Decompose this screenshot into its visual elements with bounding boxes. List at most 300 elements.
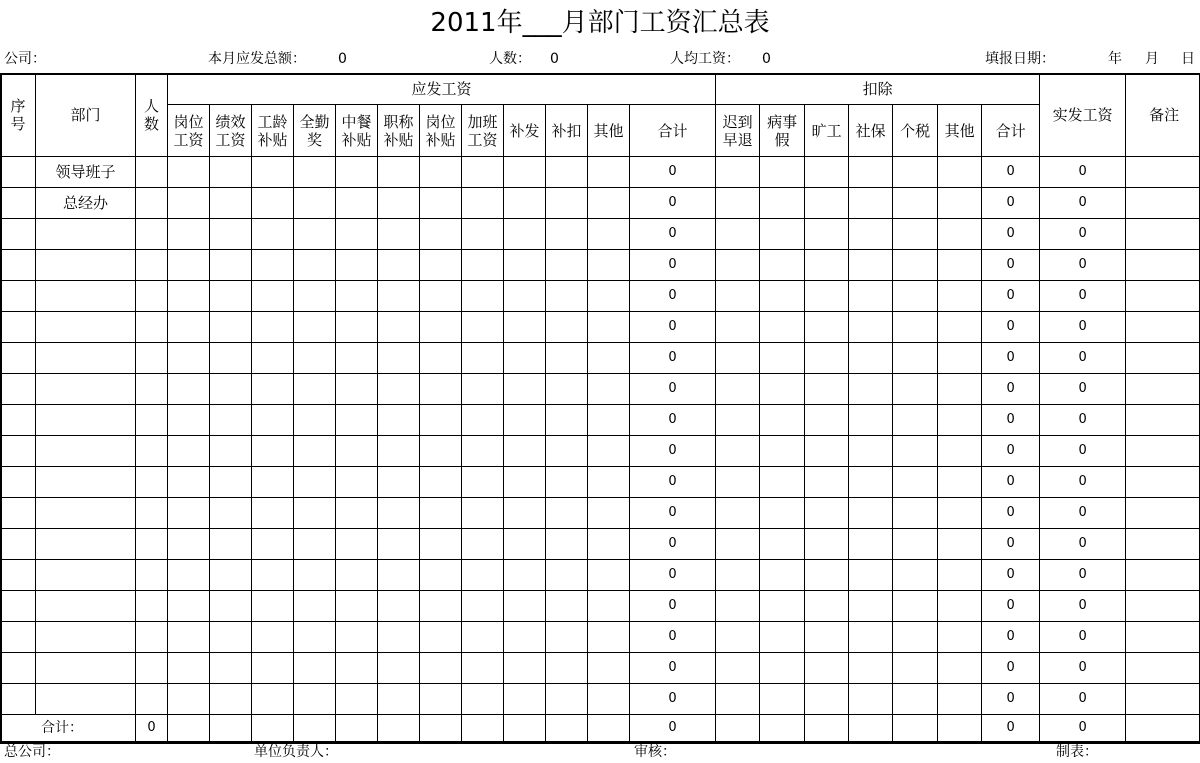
deduct-cell bbox=[893, 281, 938, 312]
net-pay-cell: 0 bbox=[1040, 250, 1126, 281]
seq-cell bbox=[1, 436, 36, 467]
deduct-cell bbox=[938, 343, 982, 374]
net-pay-cell: 0 bbox=[1040, 653, 1126, 684]
deduct-total-cell: 0 bbox=[982, 591, 1040, 622]
net-pay-cell: 0 bbox=[1040, 157, 1126, 188]
payable-cell bbox=[546, 374, 588, 405]
header-payable-col: 其他 bbox=[588, 105, 630, 157]
header-payable-col: 职称 补贴 bbox=[378, 105, 420, 157]
payable-cell bbox=[210, 622, 252, 653]
deduct-cell bbox=[849, 560, 893, 591]
payable-cell bbox=[252, 715, 294, 742]
deduct-cell bbox=[938, 591, 982, 622]
payable-cell bbox=[378, 560, 420, 591]
payable-cell bbox=[168, 591, 210, 622]
total-net-pay: 0 bbox=[1040, 715, 1126, 742]
payable-cell bbox=[588, 560, 630, 591]
deduct-cell bbox=[893, 622, 938, 653]
payable-cell bbox=[336, 653, 378, 684]
deduct-cell bbox=[805, 374, 849, 405]
payable-cell bbox=[378, 622, 420, 653]
deduct-total-cell: 0 bbox=[982, 467, 1040, 498]
remark-cell bbox=[1126, 591, 1200, 622]
table-row bbox=[1, 374, 1200, 405]
payable-cell bbox=[546, 312, 588, 343]
net-pay-cell: 0 bbox=[1040, 622, 1126, 653]
payable-cell bbox=[588, 467, 630, 498]
payable-cell bbox=[252, 498, 294, 529]
header-payable-col: 岗位 补贴 bbox=[420, 105, 462, 157]
deduct-total-cell: 0 bbox=[982, 281, 1040, 312]
payable-cell bbox=[462, 560, 504, 591]
payable-cell bbox=[294, 157, 336, 188]
table-row bbox=[1, 405, 1200, 436]
payable-total-cell: 0 bbox=[630, 467, 716, 498]
review-label: 审核： bbox=[634, 744, 676, 760]
prepared-by-label: 制表： bbox=[1056, 744, 1098, 760]
payable-cell bbox=[378, 498, 420, 529]
remark-cell bbox=[1126, 529, 1200, 560]
deduct-cell bbox=[849, 374, 893, 405]
payable-cell bbox=[378, 436, 420, 467]
payable-cell bbox=[378, 188, 420, 219]
payable-cell bbox=[294, 467, 336, 498]
payable-cell bbox=[420, 529, 462, 560]
people-cell bbox=[136, 622, 168, 653]
payable-cell bbox=[378, 281, 420, 312]
payable-cell bbox=[378, 684, 420, 715]
payable-cell bbox=[336, 374, 378, 405]
deduct-cell bbox=[716, 188, 760, 219]
payable-cell bbox=[294, 188, 336, 219]
header-net-pay: 实发工资 bbox=[1040, 74, 1126, 157]
footer-bar bbox=[0, 742, 1200, 763]
payable-cell bbox=[294, 653, 336, 684]
payable-cell bbox=[294, 405, 336, 436]
seq-cell bbox=[1, 622, 36, 653]
payable-cell bbox=[546, 591, 588, 622]
payable-cell bbox=[210, 312, 252, 343]
payable-cell bbox=[546, 622, 588, 653]
payable-cell bbox=[252, 591, 294, 622]
deduct-total-cell: 0 bbox=[982, 622, 1040, 653]
deduct-cell bbox=[849, 157, 893, 188]
deduct-cell bbox=[760, 374, 805, 405]
payable-cell bbox=[504, 281, 546, 312]
net-pay-cell: 0 bbox=[1040, 684, 1126, 715]
payable-cell bbox=[336, 219, 378, 250]
net-pay-cell: 0 bbox=[1040, 467, 1126, 498]
payable-cell bbox=[462, 622, 504, 653]
total-row bbox=[1, 715, 1200, 742]
deduct-cell bbox=[893, 157, 938, 188]
payable-cell bbox=[420, 467, 462, 498]
payable-cell bbox=[504, 560, 546, 591]
payable-cell bbox=[462, 219, 504, 250]
payable-total-cell: 0 bbox=[630, 498, 716, 529]
people-cell bbox=[136, 684, 168, 715]
deduct-cell bbox=[716, 591, 760, 622]
deduct-cell bbox=[760, 157, 805, 188]
deduct-total-cell: 0 bbox=[982, 374, 1040, 405]
header-payable-col: 全勤 奖 bbox=[294, 105, 336, 157]
payable-cell bbox=[168, 560, 210, 591]
payable-cell bbox=[294, 374, 336, 405]
fill-date-year: 年 bbox=[1108, 51, 1122, 67]
payable-cell bbox=[588, 188, 630, 219]
people-cell bbox=[136, 498, 168, 529]
deduct-cell bbox=[805, 467, 849, 498]
deduct-cell bbox=[760, 622, 805, 653]
header-deduct-col: 旷工 bbox=[805, 105, 849, 157]
header-deduct-col: 病事 假 bbox=[760, 105, 805, 157]
payable-cell bbox=[336, 684, 378, 715]
payable-cell bbox=[336, 467, 378, 498]
dept-cell bbox=[36, 622, 136, 653]
table-row bbox=[1, 250, 1200, 281]
headcount-value: 0 bbox=[550, 51, 559, 67]
payable-cell bbox=[210, 281, 252, 312]
payable-cell bbox=[588, 343, 630, 374]
payable-cell bbox=[168, 219, 210, 250]
payable-cell bbox=[378, 343, 420, 374]
deduct-cell bbox=[760, 715, 805, 742]
payable-cell bbox=[588, 219, 630, 250]
header-remark: 备注 bbox=[1126, 74, 1200, 157]
payable-total-cell: 0 bbox=[630, 653, 716, 684]
net-pay-cell: 0 bbox=[1040, 374, 1126, 405]
payable-cell bbox=[504, 188, 546, 219]
payable-cell bbox=[546, 219, 588, 250]
people-cell bbox=[136, 312, 168, 343]
general-company-label: 总公司： bbox=[4, 744, 60, 760]
table-row bbox=[1, 498, 1200, 529]
payable-cell bbox=[462, 405, 504, 436]
payable-cell bbox=[252, 188, 294, 219]
payable-cell bbox=[168, 622, 210, 653]
total-payable: 0 bbox=[630, 715, 716, 742]
payable-cell bbox=[168, 467, 210, 498]
header-payable-col: 工龄 补贴 bbox=[252, 105, 294, 157]
deduct-cell bbox=[938, 436, 982, 467]
net-pay-cell: 0 bbox=[1040, 405, 1126, 436]
payable-cell bbox=[168, 188, 210, 219]
payable-cell bbox=[294, 622, 336, 653]
payable-cell bbox=[588, 436, 630, 467]
payable-cell bbox=[294, 684, 336, 715]
payable-cell bbox=[420, 405, 462, 436]
table-row bbox=[1, 157, 1200, 188]
remark-cell bbox=[1126, 312, 1200, 343]
deduct-cell bbox=[805, 591, 849, 622]
remark-cell bbox=[1126, 157, 1200, 188]
deduct-cell bbox=[849, 219, 893, 250]
deduct-cell bbox=[805, 219, 849, 250]
remark-cell bbox=[1126, 653, 1200, 684]
payable-cell bbox=[420, 157, 462, 188]
payable-cell bbox=[588, 498, 630, 529]
deduct-cell bbox=[893, 374, 938, 405]
payable-cell bbox=[168, 653, 210, 684]
deduct-cell bbox=[760, 312, 805, 343]
payable-cell bbox=[546, 715, 588, 742]
payable-cell bbox=[294, 343, 336, 374]
payable-cell bbox=[252, 312, 294, 343]
dept-cell bbox=[36, 560, 136, 591]
payable-cell bbox=[210, 343, 252, 374]
deduct-cell bbox=[760, 529, 805, 560]
payable-cell bbox=[168, 157, 210, 188]
payable-cell bbox=[168, 405, 210, 436]
people-cell bbox=[136, 157, 168, 188]
fill-date-label: 填报日期： bbox=[985, 51, 1055, 67]
payable-cell bbox=[378, 250, 420, 281]
payable-cell bbox=[210, 684, 252, 715]
payable-cell bbox=[168, 436, 210, 467]
deduct-cell bbox=[893, 405, 938, 436]
header-payable-col: 补发 bbox=[504, 105, 546, 157]
deduct-cell bbox=[716, 157, 760, 188]
payable-cell bbox=[210, 715, 252, 742]
deduct-cell bbox=[805, 405, 849, 436]
payable-cell bbox=[504, 374, 546, 405]
payable-cell bbox=[210, 591, 252, 622]
payable-cell bbox=[420, 715, 462, 742]
payable-cell bbox=[504, 591, 546, 622]
payable-cell bbox=[378, 653, 420, 684]
payable-cell bbox=[546, 188, 588, 219]
deduct-cell bbox=[849, 250, 893, 281]
deduct-cell bbox=[938, 498, 982, 529]
deduct-cell bbox=[893, 343, 938, 374]
deduct-cell bbox=[938, 684, 982, 715]
remark-cell bbox=[1126, 343, 1200, 374]
header-deduct-col: 其他 bbox=[938, 105, 982, 157]
payable-cell bbox=[588, 250, 630, 281]
deduct-cell bbox=[849, 343, 893, 374]
deduct-cell bbox=[849, 188, 893, 219]
total-payable-label: 本月应发总额： bbox=[208, 51, 306, 67]
payable-total-cell: 0 bbox=[630, 219, 716, 250]
net-pay-cell: 0 bbox=[1040, 312, 1126, 343]
payable-total-cell: 0 bbox=[630, 622, 716, 653]
seq-cell bbox=[1, 250, 36, 281]
payable-cell bbox=[588, 622, 630, 653]
payable-cell bbox=[336, 529, 378, 560]
deduct-total-cell: 0 bbox=[982, 188, 1040, 219]
dept-cell bbox=[36, 498, 136, 529]
deduct-cell bbox=[716, 250, 760, 281]
payable-cell bbox=[588, 374, 630, 405]
deduct-cell bbox=[938, 188, 982, 219]
payable-cell bbox=[168, 498, 210, 529]
deduct-cell bbox=[760, 436, 805, 467]
deduct-cell bbox=[849, 498, 893, 529]
deduct-cell bbox=[849, 715, 893, 742]
payable-cell bbox=[420, 343, 462, 374]
payable-cell bbox=[168, 715, 210, 742]
deduct-cell bbox=[805, 622, 849, 653]
table-row bbox=[1, 622, 1200, 653]
seq-cell bbox=[1, 467, 36, 498]
payable-total-cell: 0 bbox=[630, 374, 716, 405]
deduct-cell bbox=[805, 529, 849, 560]
table-row bbox=[1, 560, 1200, 591]
payable-cell bbox=[252, 157, 294, 188]
header-payable-col: 补扣 bbox=[546, 105, 588, 157]
payable-cell bbox=[252, 374, 294, 405]
deduct-cell bbox=[893, 498, 938, 529]
payable-cell bbox=[252, 219, 294, 250]
deduct-cell bbox=[938, 622, 982, 653]
deduct-cell bbox=[849, 622, 893, 653]
deduct-total-cell: 0 bbox=[982, 405, 1040, 436]
payable-cell bbox=[504, 498, 546, 529]
payable-cell bbox=[462, 715, 504, 742]
payable-cell bbox=[420, 250, 462, 281]
payable-cell bbox=[252, 281, 294, 312]
remark-cell bbox=[1126, 622, 1200, 653]
payable-cell bbox=[462, 498, 504, 529]
payable-cell bbox=[462, 157, 504, 188]
deduct-cell bbox=[893, 312, 938, 343]
payable-cell bbox=[294, 219, 336, 250]
payable-cell bbox=[420, 684, 462, 715]
deduct-cell bbox=[893, 653, 938, 684]
deduct-cell bbox=[760, 281, 805, 312]
deduct-total-cell: 0 bbox=[982, 436, 1040, 467]
header-deduct-col: 社保 bbox=[849, 105, 893, 157]
payable-cell bbox=[420, 622, 462, 653]
table-row bbox=[1, 188, 1200, 219]
deduct-cell bbox=[760, 250, 805, 281]
unit-head-label: 单位负责人： bbox=[254, 744, 338, 760]
payable-cell bbox=[168, 250, 210, 281]
deduct-cell bbox=[938, 467, 982, 498]
payable-cell bbox=[420, 188, 462, 219]
payable-cell bbox=[252, 653, 294, 684]
header-deduct-group: 扣除 bbox=[716, 74, 1040, 105]
payable-total-cell: 0 bbox=[630, 684, 716, 715]
people-cell bbox=[136, 560, 168, 591]
deduct-cell bbox=[938, 281, 982, 312]
deduct-total-cell: 0 bbox=[982, 653, 1040, 684]
deduct-cell bbox=[716, 560, 760, 591]
payable-cell bbox=[420, 312, 462, 343]
deduct-cell bbox=[716, 498, 760, 529]
headcount-label: 人数： bbox=[489, 51, 531, 67]
payable-cell bbox=[462, 529, 504, 560]
deduct-cell bbox=[893, 684, 938, 715]
payable-cell bbox=[210, 436, 252, 467]
payable-cell bbox=[168, 684, 210, 715]
seq-cell bbox=[1, 188, 36, 219]
payable-cell bbox=[504, 312, 546, 343]
dept-cell bbox=[36, 405, 136, 436]
people-cell bbox=[136, 343, 168, 374]
header-deduct-col: 迟到 早退 bbox=[716, 105, 760, 157]
deduct-cell bbox=[805, 498, 849, 529]
payable-cell bbox=[462, 374, 504, 405]
payable-cell bbox=[504, 684, 546, 715]
seq-cell bbox=[1, 498, 36, 529]
payable-cell bbox=[294, 312, 336, 343]
payable-cell bbox=[462, 281, 504, 312]
people-cell bbox=[136, 405, 168, 436]
deduct-cell bbox=[760, 684, 805, 715]
payable-cell bbox=[462, 653, 504, 684]
deduct-cell bbox=[938, 219, 982, 250]
payable-cell bbox=[462, 343, 504, 374]
deduct-cell bbox=[716, 684, 760, 715]
payable-cell bbox=[252, 343, 294, 374]
payable-cell bbox=[168, 374, 210, 405]
deduct-total-cell: 0 bbox=[982, 250, 1040, 281]
deduct-cell bbox=[805, 715, 849, 742]
payable-cell bbox=[336, 343, 378, 374]
table-row bbox=[1, 312, 1200, 343]
info-bar bbox=[0, 46, 1200, 73]
seq-cell bbox=[1, 529, 36, 560]
payable-cell bbox=[588, 715, 630, 742]
payable-cell bbox=[462, 684, 504, 715]
remark-cell bbox=[1126, 281, 1200, 312]
deduct-cell bbox=[849, 312, 893, 343]
payable-cell bbox=[420, 498, 462, 529]
payable-cell bbox=[504, 219, 546, 250]
table-row bbox=[1, 219, 1200, 250]
deduct-cell bbox=[716, 281, 760, 312]
net-pay-cell: 0 bbox=[1040, 436, 1126, 467]
header-deduct-col: 合计 bbox=[982, 105, 1040, 157]
payable-cell bbox=[504, 622, 546, 653]
payable-cell bbox=[210, 560, 252, 591]
payable-cell bbox=[420, 560, 462, 591]
deduct-cell bbox=[893, 188, 938, 219]
payable-cell bbox=[294, 529, 336, 560]
deduct-cell bbox=[938, 715, 982, 742]
payable-total-cell: 0 bbox=[630, 405, 716, 436]
dept-cell: 领导班子 bbox=[36, 157, 136, 188]
deduct-cell bbox=[760, 560, 805, 591]
deduct-total-cell: 0 bbox=[982, 343, 1040, 374]
payable-cell bbox=[546, 684, 588, 715]
people-cell bbox=[136, 188, 168, 219]
deduct-cell bbox=[716, 436, 760, 467]
net-pay-cell: 0 bbox=[1040, 188, 1126, 219]
dept-cell bbox=[36, 436, 136, 467]
payable-cell bbox=[294, 498, 336, 529]
deduct-cell bbox=[716, 343, 760, 374]
payable-cell bbox=[336, 312, 378, 343]
deduct-cell bbox=[805, 250, 849, 281]
net-pay-cell: 0 bbox=[1040, 219, 1126, 250]
payable-cell bbox=[336, 591, 378, 622]
payable-cell bbox=[546, 250, 588, 281]
payable-cell bbox=[546, 498, 588, 529]
remark-cell bbox=[1126, 684, 1200, 715]
deduct-cell bbox=[760, 188, 805, 219]
deduct-cell bbox=[849, 529, 893, 560]
people-cell bbox=[136, 653, 168, 684]
header-people: 人 数 bbox=[136, 74, 168, 157]
payable-cell bbox=[420, 591, 462, 622]
payable-cell bbox=[378, 374, 420, 405]
seq-cell bbox=[1, 684, 36, 715]
deduct-cell bbox=[805, 312, 849, 343]
deduct-cell bbox=[805, 436, 849, 467]
table-row bbox=[1, 591, 1200, 622]
